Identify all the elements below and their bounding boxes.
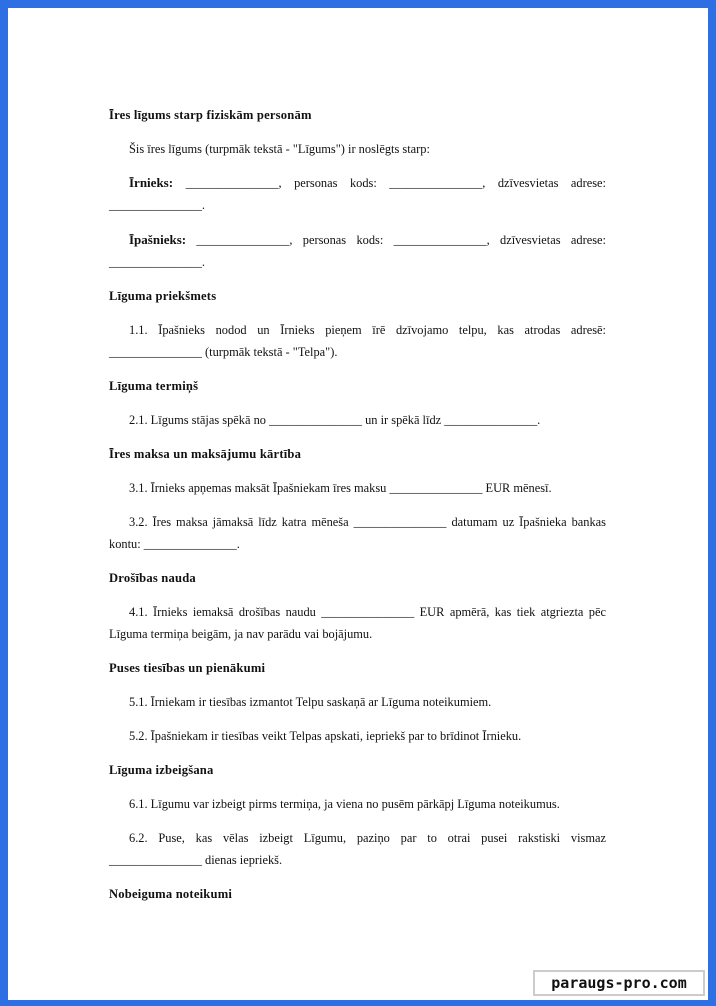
owner-label: Īpašnieks:: [129, 232, 187, 247]
section-heading: Nobeiguma noteikumi: [109, 887, 233, 901]
tenant-label: Īrnieks:: [129, 175, 174, 190]
section-heading: Līguma izbeigšana: [109, 763, 214, 777]
clause-paragraph: 3.2. Īres maksa jāmaksā līdz katra mēneša _______________ datumam uz Īpašnieka bankas kontu: _______________.: [109, 515, 606, 551]
clause-paragraph: 2.1. Līgums stājas spēkā no _______________ un ir spēkā līdz _______________.: [129, 413, 541, 427]
clause-paragraph: 5.2. Īpašniekam ir tiesības veikt Telpas apskati, iepriekš par to brīdinot Īrnieku.: [129, 729, 522, 743]
clause-paragraph: 1.1. Īpašnieks nodod un Īrnieks pieņem īrē dzīvojamo telpu, kas atrodas adresē: _______________ (turpmāk tekstā - "Telpa").: [109, 323, 606, 359]
section-heading: Drošības nauda: [109, 571, 196, 585]
document-title: Īres līgums starp fiziskām personām: [109, 108, 312, 122]
clause-paragraph: 6.2. Puse, kas vēlas izbeigt Līgumu, paziņo par to otrai pusei rakstiski vismaz _______________ dienas iepriekš.: [109, 831, 606, 867]
owner-text: _______________, personas kods: _______________, dzīvesvietas adrese: _______________.: [109, 233, 606, 269]
clause-paragraph: 5.1. Īrniekam ir tiesības izmantot Telpu saskaņā ar Līguma noteikumiem.: [129, 695, 492, 709]
intro-paragraph: Šis īres līgums (turpmāk tekstā - "Līgums") ir noslēgts starp:: [129, 142, 430, 156]
tenant-text: _______________, personas kods: _______________, dzīvesvietas adrese: _______________.: [109, 176, 606, 212]
clause-paragraph: 6.1. Līgumu var izbeigt pirms termiņa, ja viena no pusēm pārkāpj Līguma noteikumus.: [129, 797, 560, 811]
section-heading: Līguma priekšmets: [109, 289, 217, 303]
tenant-paragraph: [109, 172, 606, 216]
site-watermark: paraugs-pro.com: [533, 970, 705, 996]
section-heading: Īres maksa un maksājumu kārtība: [109, 447, 302, 461]
clause-paragraph: 3.1. Īrnieks apņemas maksāt Īpašniekam īres maksu _______________ EUR mēnesī.: [129, 481, 552, 495]
clause-paragraph: 4.1. Īrnieks iemaksā drošības naudu _______________ EUR apmērā, kas tiek atgriezta pēc Līguma termiņa beigām, ja nav parādu vai bojājumu.: [109, 605, 606, 641]
document-body: [109, 104, 606, 917]
owner-paragraph: [109, 229, 606, 273]
section-heading: Puses tiesības un pienākumi: [109, 661, 266, 675]
section-heading: Līguma termiņš: [109, 379, 199, 393]
sections-container: [109, 285, 606, 905]
